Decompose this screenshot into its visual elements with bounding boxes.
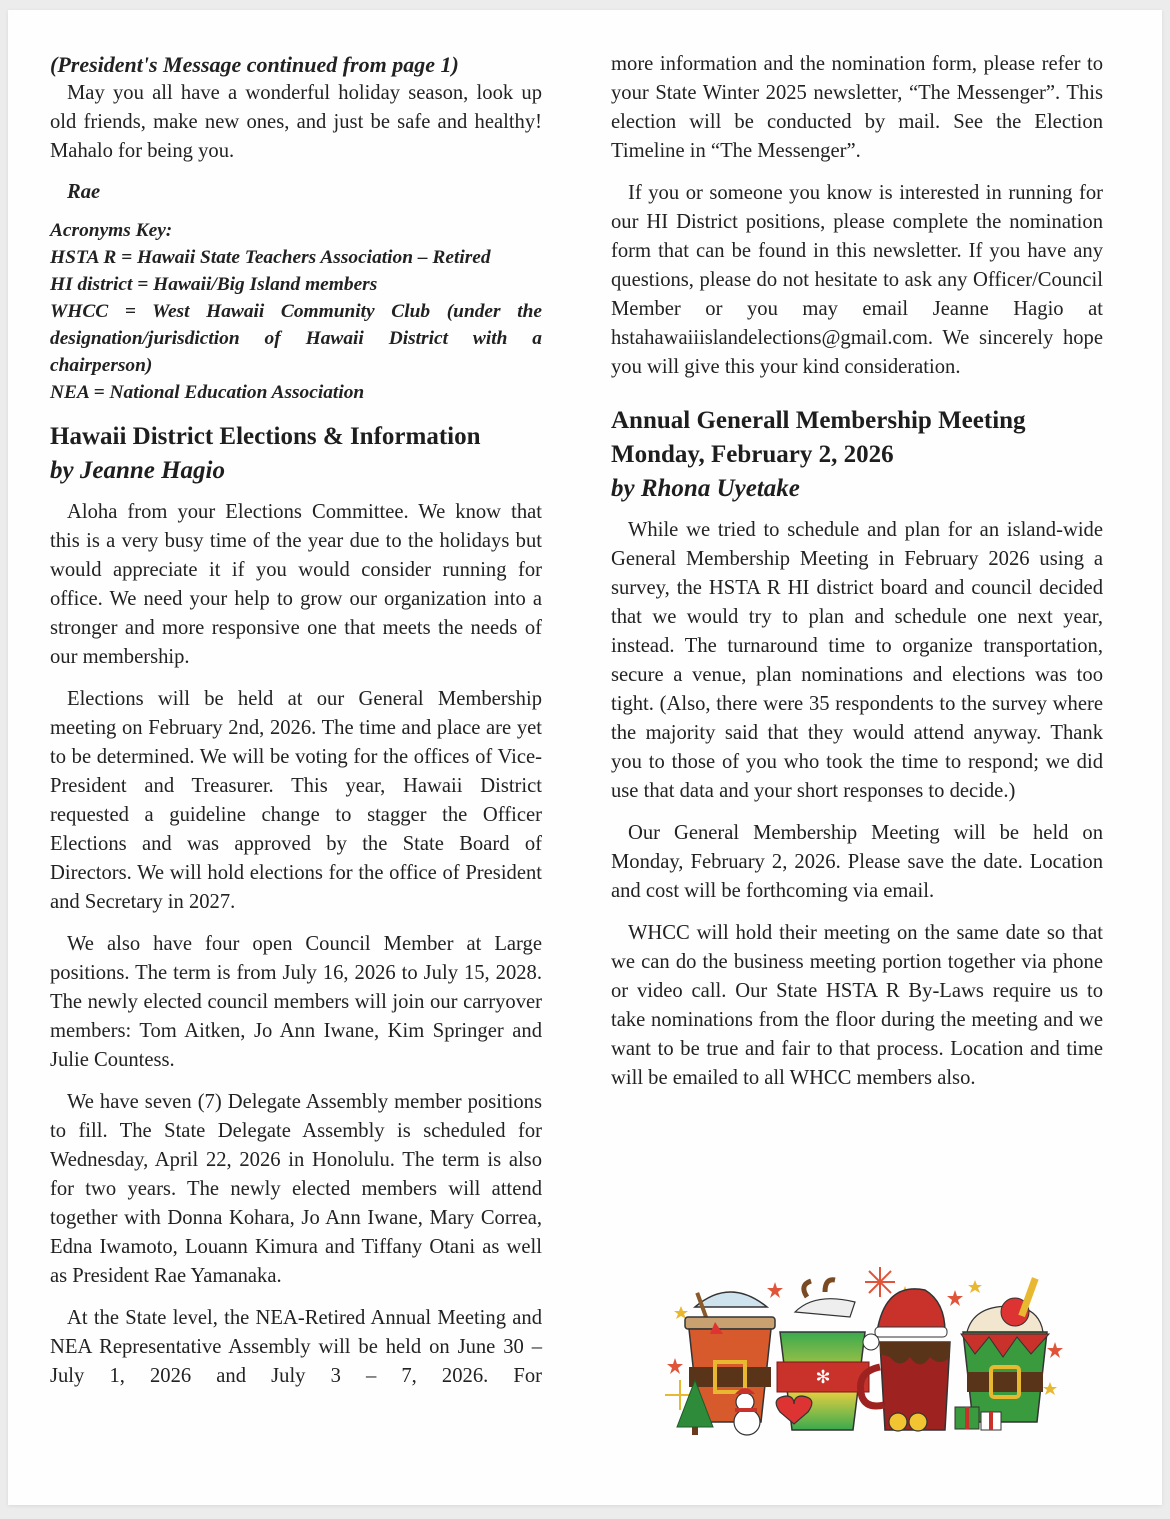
cup-3 (860, 1289, 950, 1431)
elections-continued-paragraph: more information and the nomination form, please refer to your State Winter 2025 newsletter, “The Messenger”. This election will be conducted by mail. See the Election Timeline in “The Messenger”. (611, 53, 1103, 162)
article-paragraph: Elections will be held at our General Membership meeting on February 2nd, 2026. The time and place are yet to be determined. We will be voting for the offices of Vice-President and Treasurer. This year, Hawaii District requested a guideline change to stagger the Officer Elections and was approved by the State Board of Directors. We will hold elections for the office of President and Secretary in 2027. (50, 688, 542, 913)
article-paragraph: WHCC will hold their meeting on the same date so that we can do the business meeting portion together via phone or video call. Our State HSTA R By-Laws require us to take nominations from the floor during the meeting and we want to be true and fair to that process. Location and time will be emailed to all WHCC members also. (611, 922, 1103, 1089)
meeting-article (611, 404, 1103, 1093)
meeting-article-byline: by Rhona Uyetake (611, 475, 800, 502)
holiday-cups-illustration (655, 1262, 1075, 1442)
right-column (611, 50, 1103, 1106)
elections-article-byline: by Jeanne Hagio (50, 457, 225, 484)
article-paragraph: Our General Membership Meeting will be held on Monday, February 2, 2026. Please save the date. Location and cost will be forthcoming via email. (611, 822, 1103, 902)
elections-article (50, 420, 542, 1391)
acronym-item: HSTA R = Hawaii State Teachers Association – Retired (50, 247, 491, 268)
elections-article-title: Hawaii District Elections & Information (50, 423, 481, 450)
article-paragraph: While we tried to schedule and plan for an island-wide General Membership Meeting in February 2026 using a survey, the HSTA R HI district board and council decided that we would try to plan and schedule one next year, instead. The turnaround time to organize transportation, secure a venue, plan nominations and elections was too tight. (Also, there were 35 respondents to the survey where the majority said that they would attend anyway. Thank you to those of you who took the time to respond; we did use that data and your short responses to decide.) (611, 519, 1103, 802)
acronyms-title: Acronyms Key: (50, 220, 173, 241)
acronyms-key (50, 217, 542, 406)
acronym-item: HI district = Hawaii/Big Island members (50, 274, 378, 295)
president-message-paragraph: May you all have a wonderful holiday season, look up old friends, make new ones, and just be safe and healthy! Mahalo for being you. (50, 82, 542, 162)
elections-continued-paragraph: If you or someone you know is interested in running for our HI District positions, please complete the nomination form that can be found in this newsletter. If you have any questions, please do not hesitate to ask any Officer/Council Member or you may email Jeanne Hagio at hstahawaiiislandelections@gmail.com. We sincerely hope you will give this your kind consideration. (611, 182, 1103, 378)
president-signature: Rae (67, 181, 101, 203)
article-paragraph: At the State level, the NEA-Retired Annual Meeting and NEA Representative Assembly will be held on June 30 – July 1, 2026 and July 3 – 7, 2026. For (50, 1307, 542, 1387)
cup-2 (776, 1280, 869, 1430)
cup-4 (961, 1277, 1049, 1422)
acronym-item: WHCC = West Hawaii Community Club (under the designation/jurisdiction of Hawaii District with a chairperson) (50, 301, 542, 376)
meeting-article-title: Annual Generall Membership Meeting (611, 407, 1026, 434)
article-paragraph: Aloha from your Elections Committee. We know that this is a very busy time of the year due to the holidays but would appreciate it if you would consider running for office. We need your help to grow our organization into a stronger and more responsive one that meets the needs of our membership. (50, 501, 542, 668)
article-paragraph: We have seven (7) Delegate Assembly member positions to fill. The State Delegate Assembly is scheduled for Wednesday, April 22, 2026 in Honolulu. The term is also for two years. The newly elected members will attend together with Donna Kohara, Jo Ann Iwane, Mary Correa, Edna Iwamoto, Louann Kimura and Tiffany Otani as well as President Rae Yamanaka. (50, 1091, 542, 1287)
article-paragraph: We also have four open Council Member at Large positions. The term is from July 16, 2026 to July 15, 2028. The newly elected council members will join our carryover members: Tom Aitken, Jo Ann Iwane, Kim Springer and Julie Countess. (50, 933, 542, 1071)
acronym-item: NEA = National Education Association (50, 382, 365, 403)
left-column (50, 50, 542, 1404)
continued-heading: (President's Message continued from page 1) (50, 52, 459, 77)
meeting-article-date: Monday, February 2, 2026 (611, 441, 894, 468)
svg-text:✻: ✻ (815, 1367, 831, 1387)
